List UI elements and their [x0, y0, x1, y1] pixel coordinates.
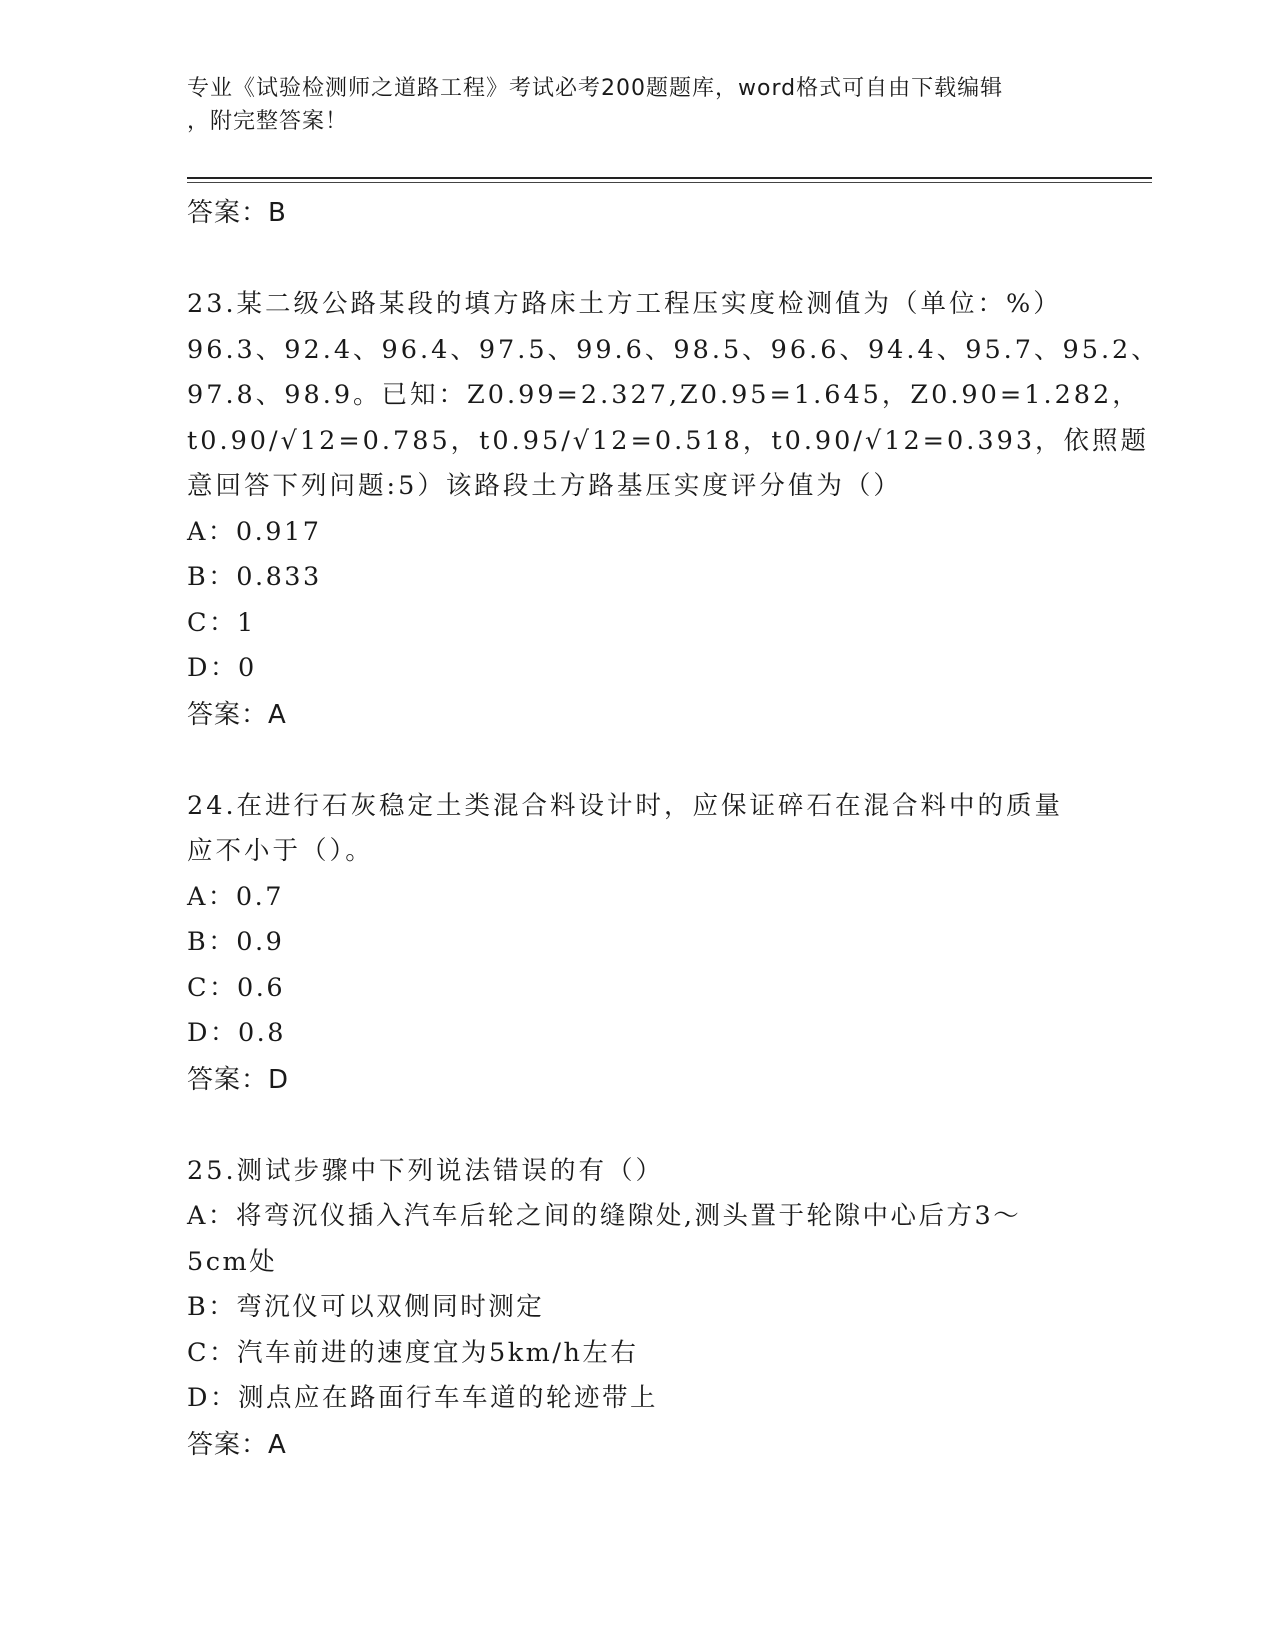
question-24 — [187, 784, 1107, 1103]
header-divider-thin — [187, 182, 1152, 183]
question-line: 应不小于（）。 — [187, 836, 374, 866]
option-a: A：0.7 — [187, 881, 284, 912]
question-line: 23.某二级公路某段的填方路床土方工程压实度检测值为（单位：%） — [187, 289, 1062, 319]
option-c: C：1 — [187, 607, 256, 638]
question-line: 24.在进行石灰稳定土类混合料设计时，应保证碎石在混合料中的质量 — [187, 790, 1064, 821]
document-body — [187, 190, 1160, 1468]
option-b: B：弯沉仪可以双侧同时测定 — [187, 1292, 545, 1322]
answer-label: 答案：A — [187, 699, 287, 730]
header-line-1: 专业《试验检测师之道路工程》考试必考200题题库，word格式可自由下载编辑 — [187, 76, 1004, 101]
question-line: t0.90/√12=0.785，t0.95/√12=0.518，t0.90/√12=0.393，依照题 — [187, 425, 1150, 456]
option-a-continued: 5cm处 — [187, 1246, 278, 1277]
option-d: D：测点应在路面行车车道的轮迹带上 — [187, 1383, 658, 1413]
question-text — [187, 1149, 1107, 1195]
question-line: 96.3、92.4、96.4、97.5、99.6、98.5、96.6、94.4、95.7、95.2、 — [187, 334, 1160, 365]
question-text — [187, 282, 1160, 510]
option-c: C：汽车前进的速度宜为5km/h左右 — [187, 1337, 639, 1368]
option-d: D：0 — [187, 653, 257, 683]
question-line: 意回答下列问题:5）该路段土方路基压实度评分值为（） — [187, 471, 902, 501]
spacer — [187, 236, 1107, 282]
answer-label: 答案：A — [187, 1429, 287, 1460]
answer-label: 答案：D — [187, 1064, 290, 1095]
question-23 — [187, 282, 1160, 738]
document-header — [187, 72, 1087, 138]
option-a: A：0.917 — [187, 516, 322, 547]
header-divider-thick — [187, 177, 1152, 179]
option-b: B：0.833 — [187, 562, 322, 592]
header-line-2: ，附完整答案！ — [187, 109, 349, 134]
question-text — [187, 784, 1107, 875]
option-b: B：0.9 — [187, 927, 285, 957]
option-a: A：将弯沉仪插入汽车后轮之间的缝隙处,测头置于轮隙中心后方3～ — [187, 1201, 1022, 1231]
option-d: D：0.8 — [187, 1018, 286, 1048]
option-c: C：0.6 — [187, 972, 286, 1003]
question-line: 25.测试步骤中下列说法错误的有（） — [187, 1155, 665, 1186]
previous-answer: 答案：B — [187, 198, 287, 228]
spacer — [187, 738, 1107, 784]
question-line: 97.8、98.9。已知：Z0.99=2.327,Z0.95=1.645，Z0.90=1.282， — [187, 380, 1141, 410]
question-25 — [187, 1149, 1107, 1468]
spacer — [187, 1103, 1107, 1149]
